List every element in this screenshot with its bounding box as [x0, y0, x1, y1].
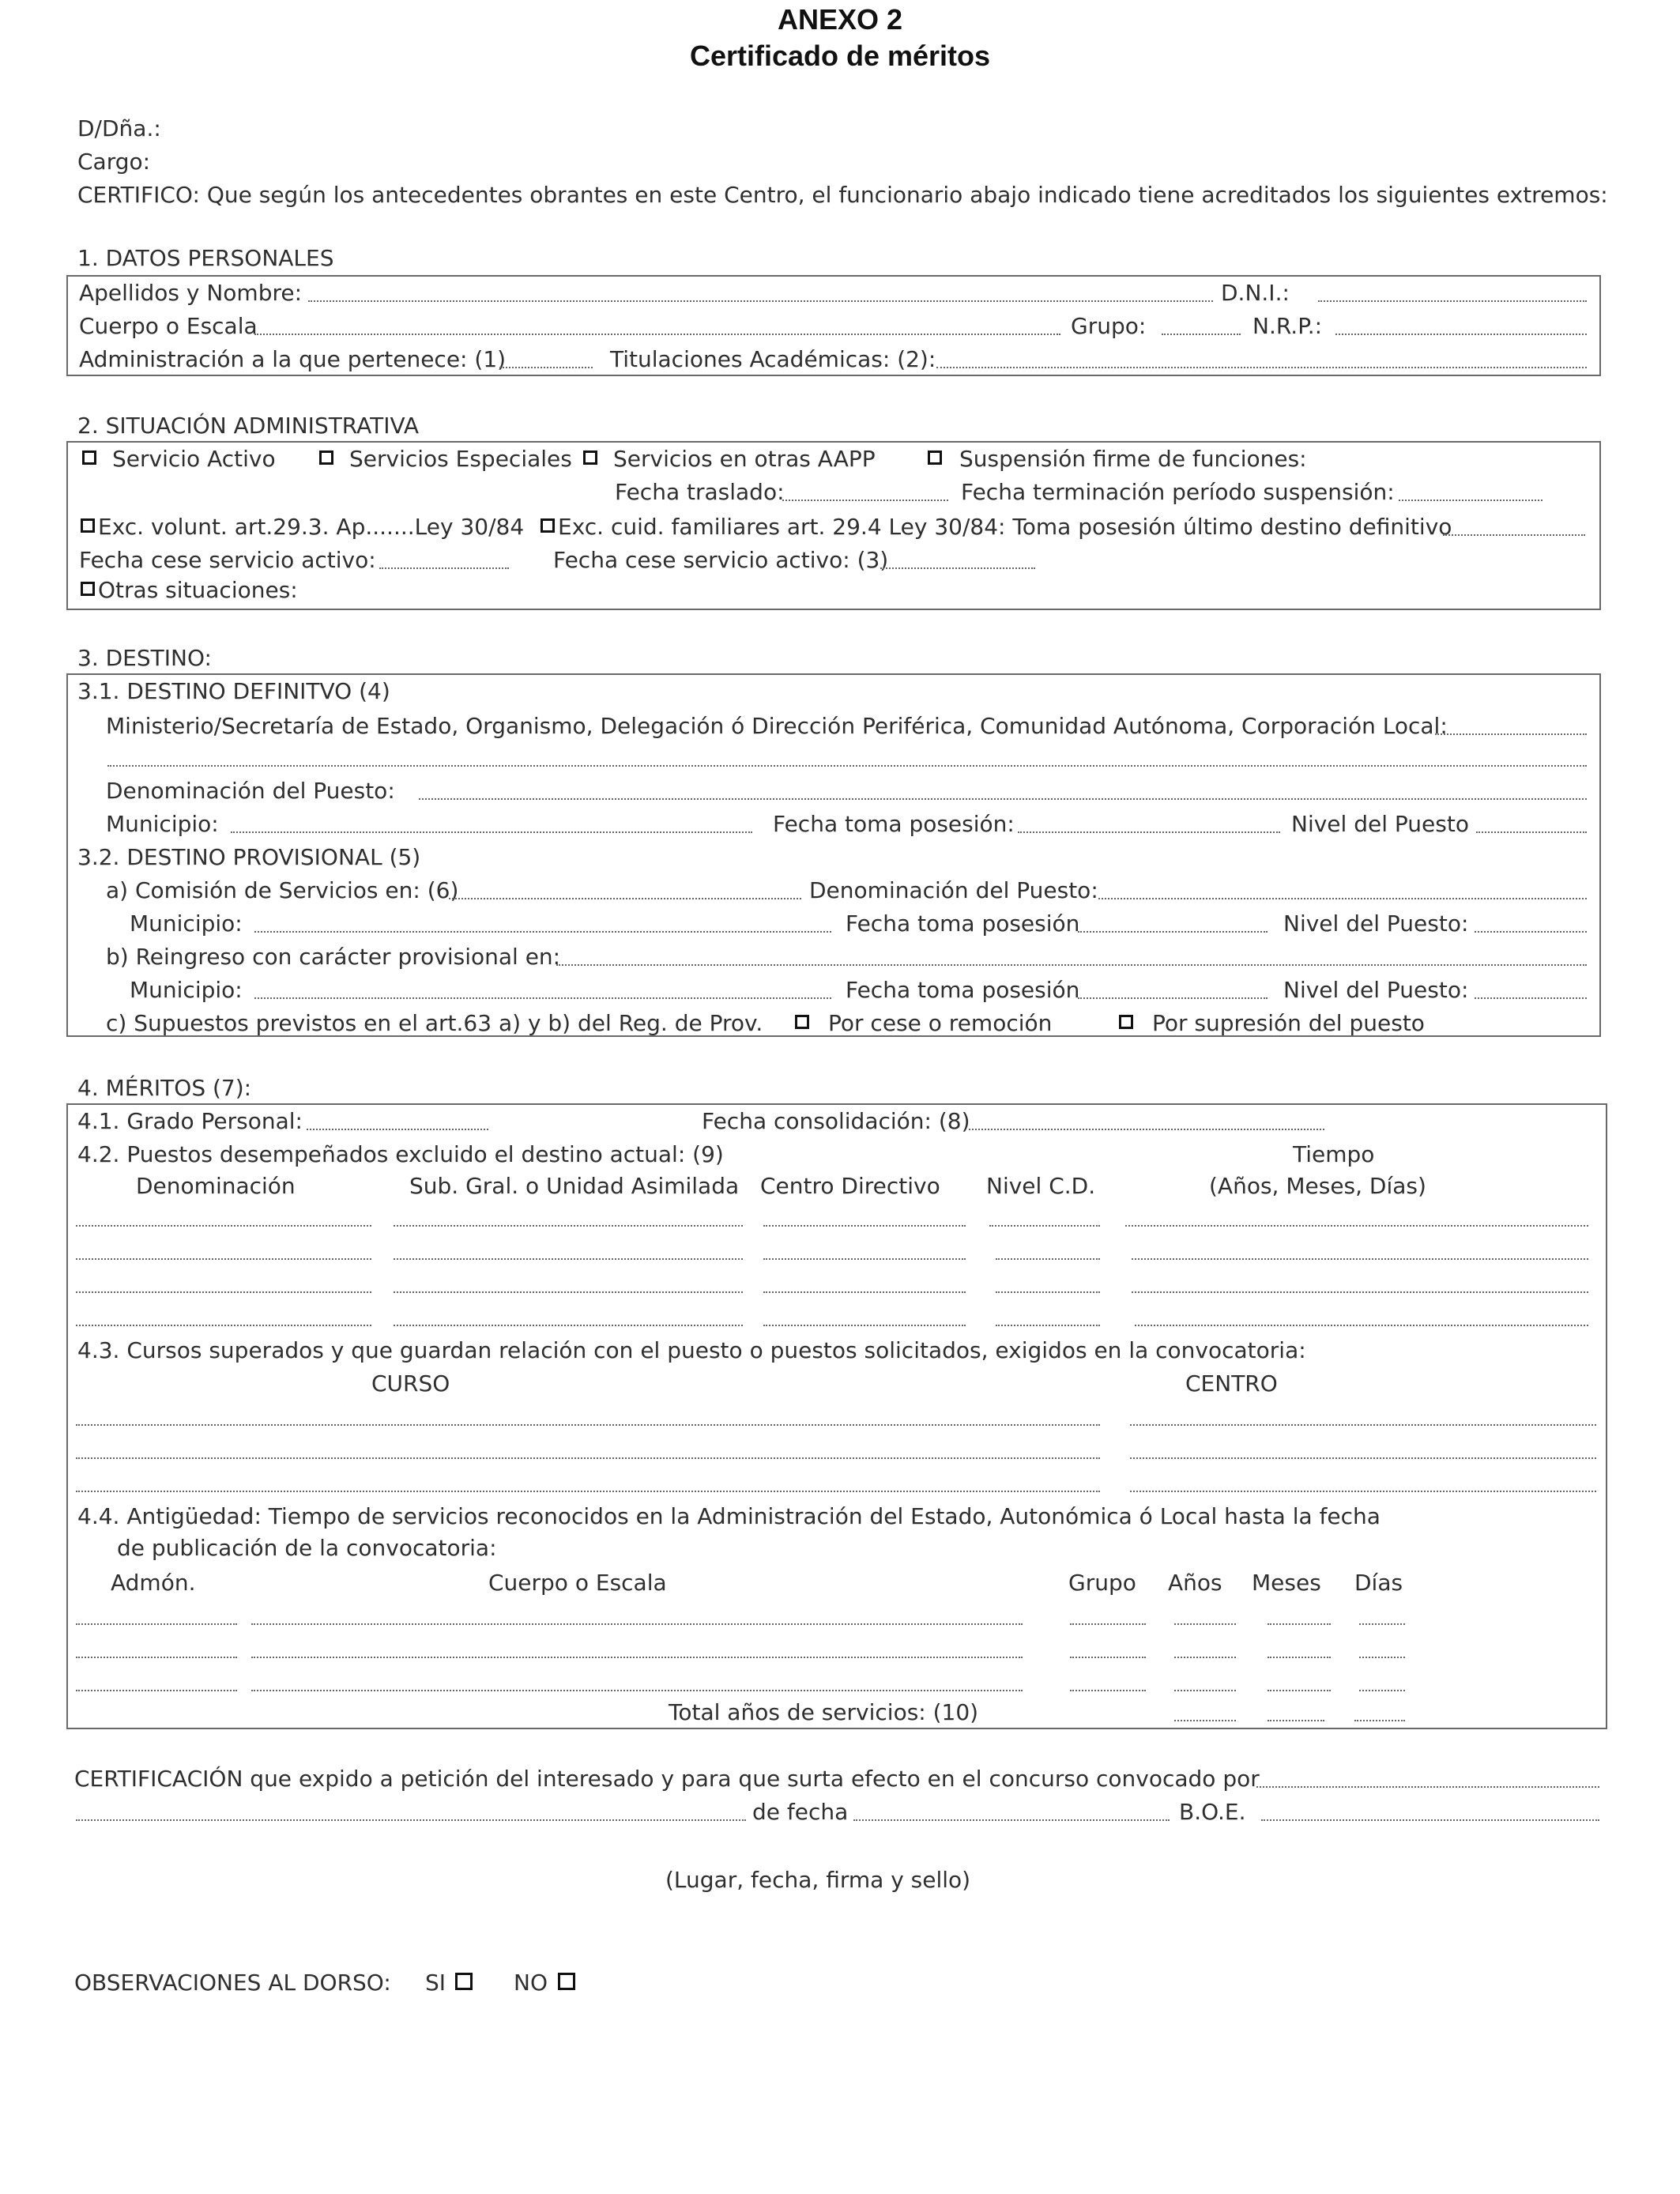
nivel-b-field[interactable]: [1475, 997, 1587, 999]
observaciones-label: OBSERVACIONES AL DORSO:: [74, 1970, 391, 1996]
boe-label: B.O.E.: [1179, 1799, 1246, 1825]
fecha-traslado-label: Fecha traslado:: [615, 479, 785, 505]
municipio-a-field[interactable]: [254, 931, 831, 933]
si-label: SI: [425, 1970, 446, 1996]
cuerpo-label: Cuerpo o Escala: [79, 313, 258, 339]
si-checkbox[interactable]: [455, 1973, 473, 1990]
name-label: D/Dña.:: [77, 115, 161, 141]
no-checkbox[interactable]: [558, 1973, 575, 1990]
ministerio-label: Ministerio/Secretaría de Estado, Organismo, Delegación ó Dirección Periférica, Comunidad Autónoma, Corporación Local:: [106, 713, 1448, 739]
servicio-activo-label: Servicio Activo: [112, 446, 276, 472]
fecha-toma-b-field[interactable]: [1078, 997, 1268, 999]
section-4-heading: 4. MÉRITOS (7):: [77, 1075, 252, 1101]
col-dias: Días: [1354, 1570, 1403, 1596]
col-nivel-cd: Nivel C.D.: [986, 1173, 1096, 1199]
servicios-otras-label: Servicios en otras AAPP: [613, 446, 876, 472]
nivel-puesto-field[interactable]: [1476, 831, 1587, 833]
apellidos-field[interactable]: [308, 300, 1213, 302]
destino-provisional-title: 3.2. DESTINO PROVISIONAL (5): [77, 844, 421, 870]
por-cese-label: Por cese o remoción: [828, 1010, 1053, 1036]
ministerio-field[interactable]: [1435, 733, 1587, 735]
titulaciones-field[interactable]: [936, 367, 1587, 368]
certificacion-text: CERTIFICACIÓN que expido a petición del interesado y para que surta efecto en el concurso convocado por: [74, 1766, 1260, 1792]
grupo-field[interactable]: [1162, 334, 1241, 335]
nivel-a-label: Nivel del Puesto:: [1283, 910, 1469, 937]
denominacion2-field[interactable]: [1098, 898, 1587, 899]
col-admon: Admón.: [111, 1570, 196, 1596]
signature-placeholder: (Lugar, fecha, firma y sello): [665, 1867, 971, 1893]
comision-label: a) Comisión de Servicios en: (6): [106, 877, 459, 903]
denominacion2-label: Denominación del Puesto:: [809, 877, 1098, 903]
fecha-toma-field[interactable]: [1018, 831, 1280, 833]
por-supresion-label: Por supresión del puesto: [1152, 1010, 1425, 1036]
col-centro: CENTRO: [1185, 1370, 1278, 1397]
convocado-por-field[interactable]: [1256, 1786, 1599, 1788]
fecha-toma-b-label: Fecha toma posesión: [846, 977, 1080, 1003]
col-cuerpo-escala: Cuerpo o Escala: [488, 1570, 667, 1596]
fecha-toma-label: Fecha toma posesión:: [773, 811, 1015, 837]
col-subgral: Sub. Gral. o Unidad Asimilada: [409, 1173, 740, 1199]
admin-label: Administración a la que pertenece: (1): [79, 346, 507, 372]
col-curso: CURSO: [371, 1370, 450, 1397]
fecha-cese-field[interactable]: [379, 567, 509, 569]
fecha-terminacion-label: Fecha terminación período suspensión:: [961, 479, 1395, 505]
reingreso-label: b) Reingreso con carácter provisional en:: [106, 944, 561, 970]
grado-label: 4.1. Grado Personal:: [77, 1108, 303, 1134]
fecha-cese-label: Fecha cese servicio activo:: [79, 547, 376, 573]
fecha-field[interactable]: [853, 1819, 1170, 1821]
de-fecha-label: de fecha: [752, 1799, 849, 1825]
suspension-checkbox[interactable]: [928, 450, 942, 465]
titulaciones-label: Titulaciones Académicas: (2):: [610, 346, 936, 372]
tiempo-header: Tiempo: [1293, 1141, 1375, 1167]
no-label: NO: [514, 1970, 548, 1996]
nivel-b-label: Nivel del Puesto:: [1283, 977, 1469, 1003]
admin-field[interactable]: [499, 367, 593, 368]
nivel-puesto-label: Nivel del Puesto: [1291, 811, 1469, 837]
comision-field[interactable]: [449, 898, 801, 899]
cargo-label: Cargo:: [77, 149, 151, 175]
destino-definitivo-title: 3.1. DESTINO DEFINITVO (4): [77, 678, 390, 704]
section-1-heading: 1. DATOS PERSONALES: [77, 245, 334, 271]
exc-volunt-checkbox[interactable]: [81, 518, 95, 533]
col-anios: Años: [1168, 1570, 1222, 1596]
por-supresion-checkbox[interactable]: [1119, 1015, 1133, 1029]
grupo-label: Grupo:: [1071, 313, 1147, 339]
certifico-statement: CERTIFICO: Que según los antecedentes obrantes en este Centro, el funcionario abajo indicado tiene acreditados los siguientes extremos:: [77, 182, 1608, 208]
grado-field[interactable]: [307, 1129, 488, 1130]
dni-field[interactable]: [1318, 300, 1587, 302]
annex-heading: ANEXO 2: [777, 3, 903, 36]
exc-cuid-label: Exc. cuid. familiares art. 29.4 Ley 30/84: Toma posesión último destino definitivo: [558, 514, 1452, 540]
nrp-field[interactable]: [1335, 334, 1587, 335]
municipio-label: Municipio:: [106, 811, 219, 837]
antiguedad-label-cont: de publicación de la convocatoria:: [117, 1535, 497, 1561]
document-title: Certificado de méritos: [689, 40, 991, 72]
fecha-traslado-field[interactable]: [782, 499, 948, 501]
fecha-consolidacion-label: Fecha consolidación: (8): [702, 1108, 970, 1134]
col-denominacion: Denominación: [136, 1173, 296, 1199]
otras-situaciones-label: Otras situaciones:: [98, 577, 298, 603]
fecha-toma-a-label: Fecha toma posesión: [846, 910, 1080, 937]
servicios-otras-checkbox[interactable]: [583, 450, 597, 465]
municipio-b-field[interactable]: [254, 997, 831, 999]
col-meses: Meses: [1252, 1570, 1321, 1596]
section-3-heading: 3. DESTINO:: [77, 645, 212, 671]
nrp-label: N.R.P.:: [1252, 313, 1323, 339]
fecha-cese-3-field[interactable]: [880, 567, 1035, 569]
cuerpo-field[interactable]: [254, 334, 1060, 335]
convocatoria-field[interactable]: [76, 1819, 746, 1821]
servicios-especiales-label: Servicios Especiales: [349, 446, 572, 472]
exc-volunt-label: Exc. volunt. art.29.3. Ap.......Ley 30/84: [98, 514, 525, 540]
puestos-label: 4.2. Puestos desempeñados excluido el destino actual: (9): [77, 1141, 724, 1167]
municipio-field[interactable]: [231, 831, 752, 833]
col-grupo: Grupo: [1068, 1570, 1136, 1596]
suspension-label: Suspensión firme de funciones:: [959, 446, 1307, 472]
municipio-b-label: Municipio:: [130, 977, 243, 1003]
otras-situaciones-checkbox[interactable]: [81, 582, 95, 596]
dni-label: D.N.I.:: [1221, 280, 1290, 306]
supuestos-label: c) Supuestos previstos en el art.63 a) y b) del Reg. de Prov.: [106, 1010, 763, 1036]
col-centro-directivo: Centro Directivo: [760, 1173, 940, 1199]
fecha-terminacion-field[interactable]: [1399, 499, 1543, 501]
boe-field[interactable]: [1261, 1819, 1599, 1821]
fecha-cese-3-label: Fecha cese servicio activo: (3): [553, 547, 889, 573]
por-cese-checkbox[interactable]: [795, 1015, 809, 1029]
denominacion-field[interactable]: [419, 798, 1587, 800]
municipio-a-label: Municipio:: [130, 910, 243, 937]
col-anos-meses-dias: (Años, Meses, Días): [1209, 1173, 1426, 1199]
reingreso-field[interactable]: [556, 964, 1587, 966]
total-anos-label: Total años de servicios: (10): [669, 1699, 979, 1725]
exc-cuid-field[interactable]: [1443, 534, 1585, 536]
servicios-especiales-checkbox[interactable]: [319, 450, 333, 465]
nivel-a-field[interactable]: [1475, 931, 1587, 933]
section-2-heading: 2. SITUACIÓN ADMINISTRATIVA: [77, 413, 419, 439]
antiguedad-label: 4.4. Antigüedad: Tiempo de servicios reconocidos en la Administración del Estado, Autonómica ó Local hasta la fecha: [77, 1503, 1381, 1529]
apellidos-label: Apellidos y Nombre:: [79, 280, 303, 306]
ministerio-field-line2[interactable]: [107, 765, 1587, 767]
fecha-consolidacion-field[interactable]: [969, 1129, 1324, 1130]
fecha-toma-a-field[interactable]: [1078, 931, 1268, 933]
servicio-activo-checkbox[interactable]: [82, 450, 96, 465]
denominacion-label: Denominación del Puesto:: [106, 778, 395, 804]
cursos-label: 4.3. Cursos superados y que guardan relación con el puesto o puestos solicitados, exigidos en la convocatoria:: [77, 1337, 1306, 1363]
exc-cuid-checkbox[interactable]: [541, 518, 555, 533]
